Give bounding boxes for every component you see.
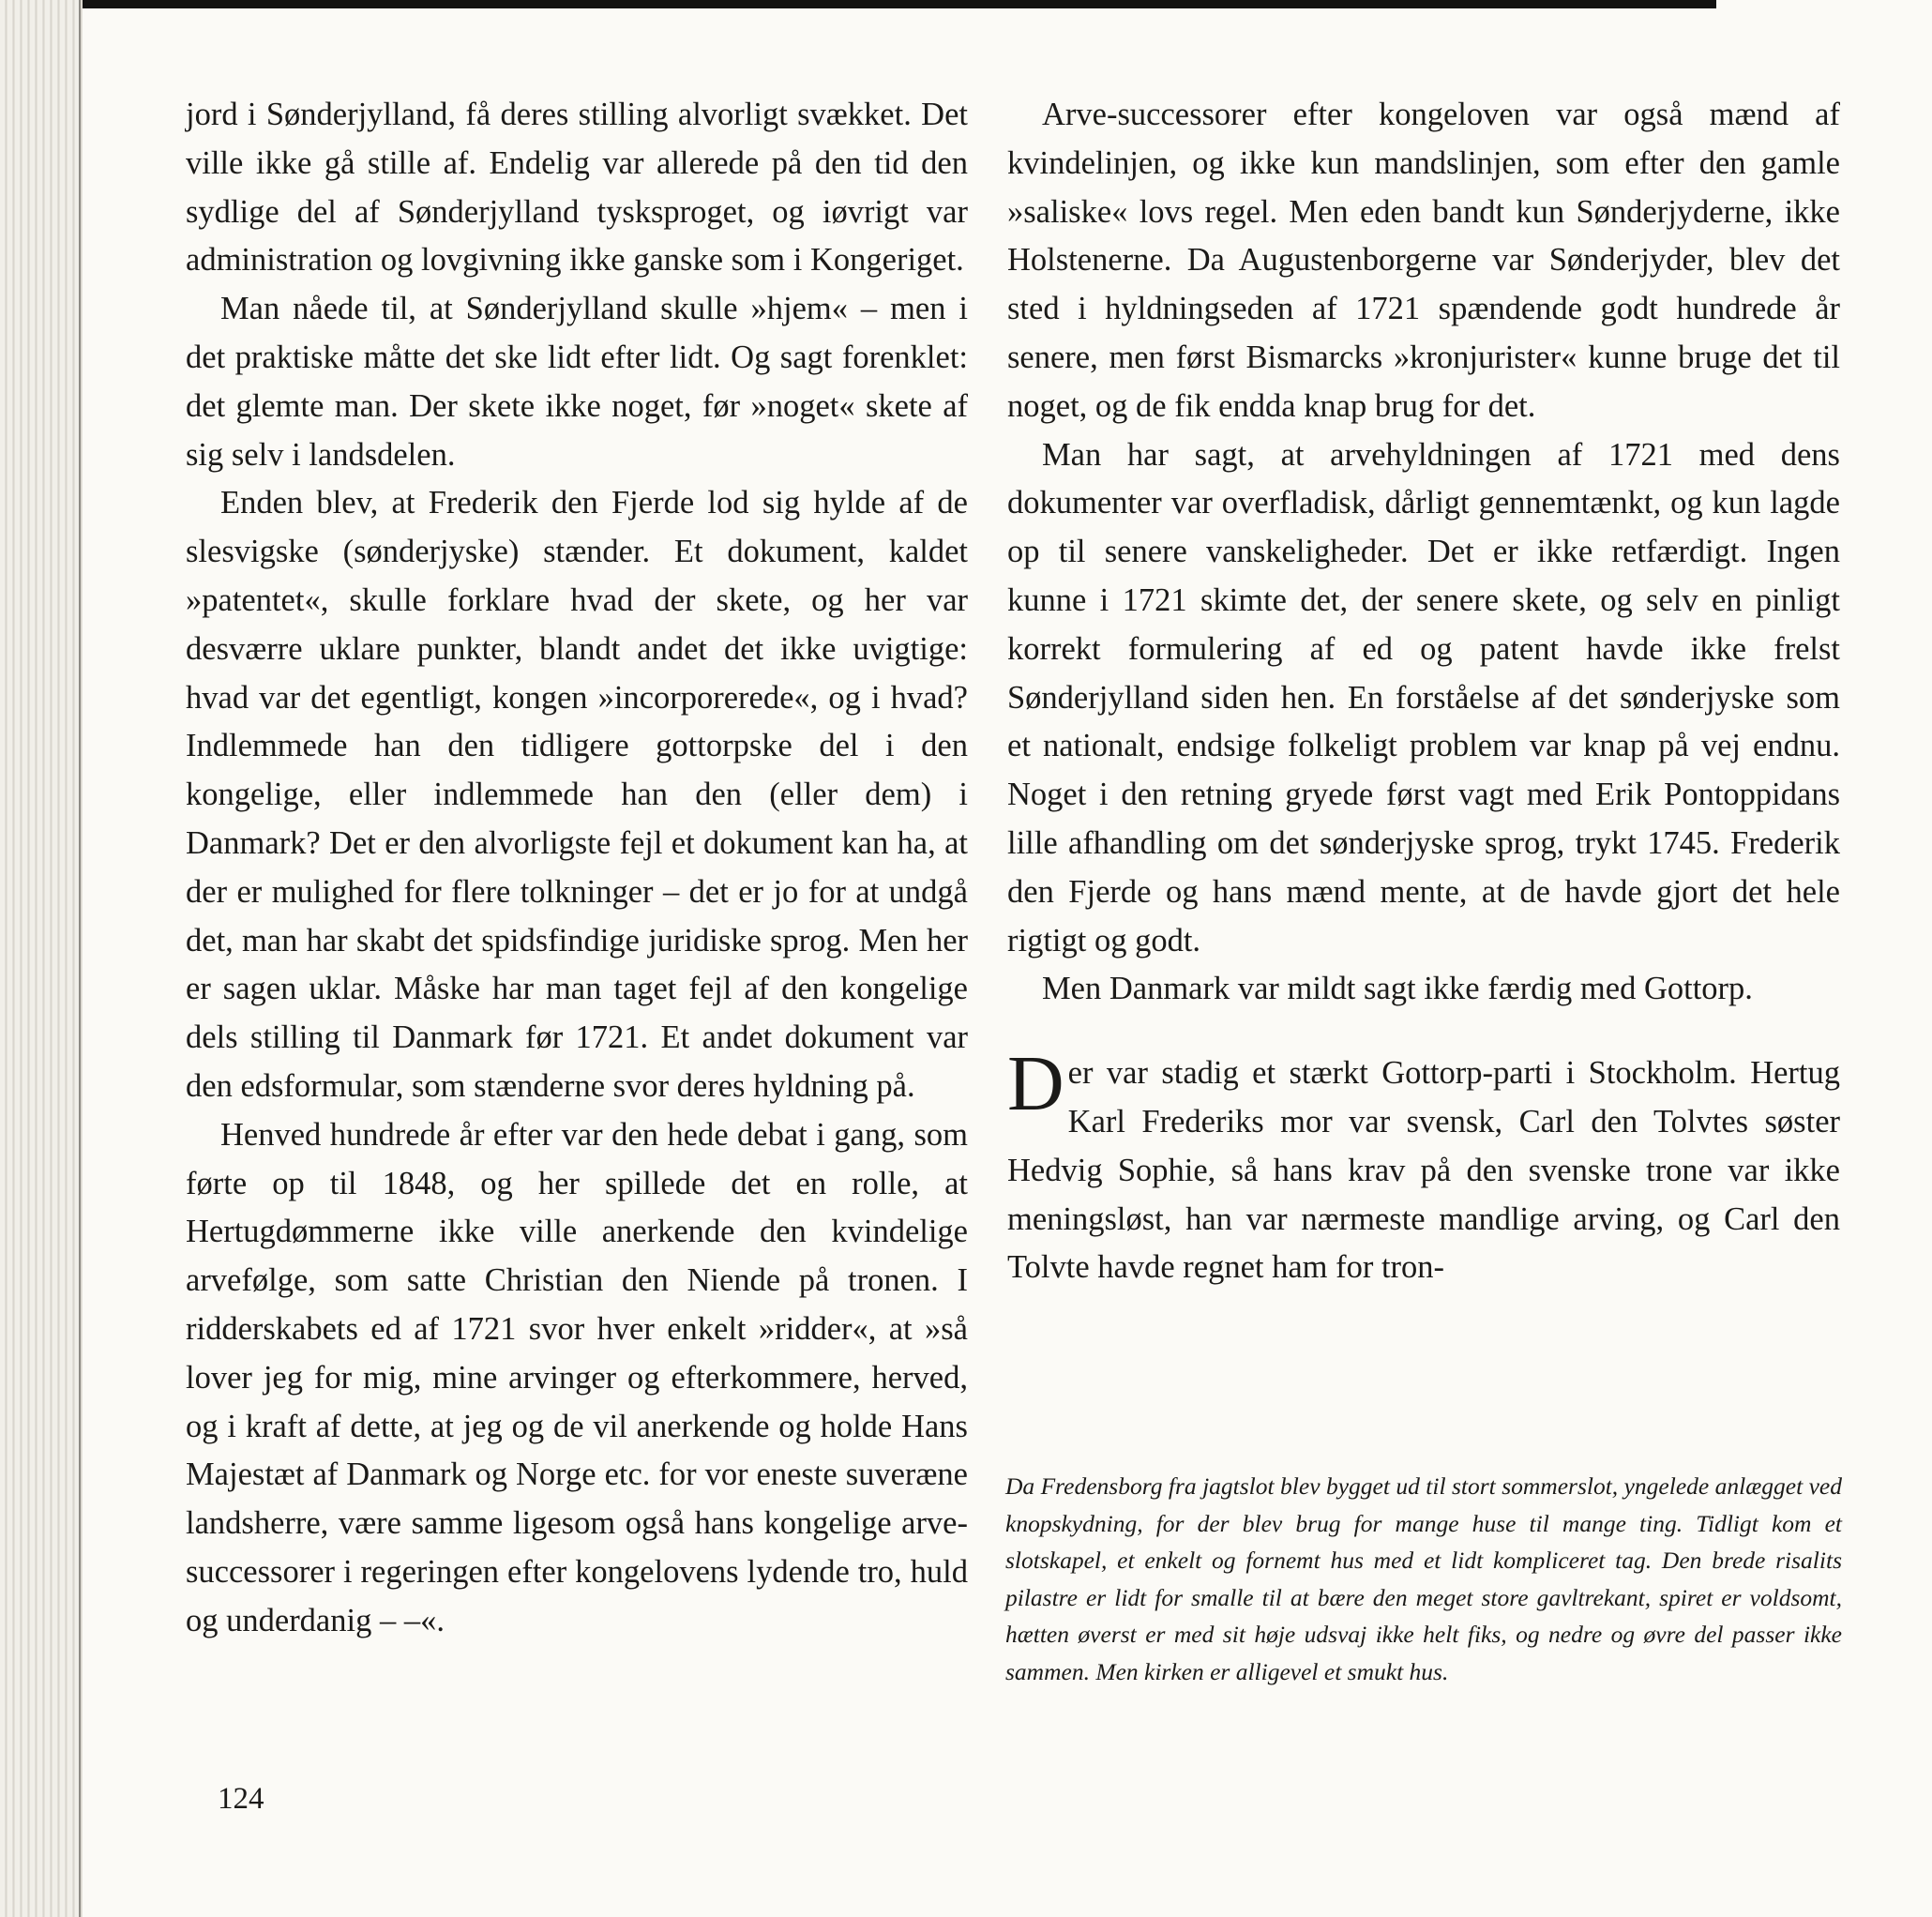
page-number: 124 [218,1782,264,1816]
book-gutter [0,0,83,1917]
gutter-edge-line [79,0,81,1917]
paragraph: Henved hundrede år efter var den hede debat i gang, som førte op til 1848, og her spillede det en rolle, at Hertugdømmerne ikke ville anerkende den kvindelige arvefølge, som satte Christian den Niende på tronen. I ridderskabets ed af 1721 svor hver enkelt »ridder«, at »så lover jeg for mig, mine arvinger og efterkommere, herved, og i kraft af dette, at jeg og de vil anerkende og holde Hans Majestæt af Danmark og Norge etc. for vor eneste suveræne landsherre, være samme ligesom også hans kongelige arve-successorer i regeringen efter kongelovens lydende tro, huld og underdanig – –«. [186,1116,968,1638]
right-text-column [1007,91,1840,1292]
page-top-edge [0,0,1716,8]
paragraph: Man nåede til, at Sønderjylland skulle »hjem« – men i det praktiske måtte det ske lidt efter lidt. Og sagt forenklet: det glemte man. Der skete ikke noget, før »noget« skete af sig selv i landsdelen. [186,291,968,473]
paragraph: Men Danmark var mildt sagt ikke færdig med Gottorp. [1042,971,1753,1007]
paragraph: Man har sagt, at arvehyldningen af 1721 med dens dokumenter var overfladisk, dårligt gennemtænkt, og kun lagde op til senere vanskeligheder. Det er ikke retfærdigt. Ingen kunne i 1721 skimte det, der senere skete, og selv en pinligt korrekt formulering af ed og patent havde ikke frelst Sønderjylland siden hen. En forståelse af det sønderjyske som et nationalt, endsige folkeligt problem var knap på vej endnu. Noget i den retning gryede først vagt med Erik Pontoppidans lille afhandling om det sønderjyske sprog, trykt 1745. Frederik den Fjerde og hans mænd mente, at de havde gjort det hele rigtigt og godt. [1007,436,1840,958]
paragraph: Enden blev, at Frederik den Fjerde lod sig hylde af de slesvigske (sønderjyske) stænder. Et dokument, kaldet »patentet«, skulle forklare hvad der skete, og her var desværre uklare punkter, blandt andet det ikke uvigtige: hvad var det egentligt, kongen »incorporerede«, og i hvad? Indlemmede han den tidligere gottorpske del i den kongelige, eller indlemmede han den (eller dem) i Danmark? Det er den alvorligste fejl et dokument kan ha, at der er mulighed for flere tolkninger – det er jo for at undgå det, man har skabt det spidsfindige juridiske sprog. Men her er sagen uklar. Måske har man taget fejl af den kongelige dels stilling til Danmark før 1721. Et andet dokument var den edsformular, som stænderne svor deres hyldning på. [186,485,968,1104]
left-text-column [186,91,968,1646]
paragraph: jord i Sønderjylland, få deres stilling alvorligt svækket. Det ville ikke gå stille af. Endelig var allerede på den tid den sydlige del af Sønderjylland tysksproget, og iøvrigt var administration og lovgivning ikke ganske som i Kongeriget. [186,97,968,279]
paragraph: Arve-successorer efter kongeloven var også mænd af kvindelinjen, og ikke kun mandslinjen, som efter den gamle »saliske« lovs regel. Men eden bandt kun Sønderjyderne, ikke Holstenerne. Da Augustenborgerne var Sønderjyder, blev det sted i hyldningseden af 1721 spændende godt hundrede år senere, men først Bismarcks »kronjurister« kunne bruge det til noget, og de fik endda knap brug for det. [1007,97,1840,424]
section-opening-paragraph [1007,1040,1840,1292]
section-break [1007,1014,1840,1049]
image-caption: Da Fredensborg fra jagtslot blev bygget ud til stort sommerslot, yngelede anlægget ved knopskydning, for der blev brug for mange huse til mange ting. Tidligt kom et slotskapel, et enkelt og fornemt hus med et lidt kompliceret tag. Den brede risalits pilastre er lidt for smalle til at bære den meget store gavltrekant, spiret er voldsomt, hætten øverst er med sit høje udsvaj ikke helt fiks, og nedre og øvre del passer ikke sammen. Men kirken er alligevel et smukt hus. [1005,1472,1842,1685]
section-text: er var stadig et stærkt Gottorp-parti i Stockholm. Hertug Karl Frederiks mor var svensk, Carl den Tolvtes søster Hedvig Sophie, så hans krav på den svenske trone var ikke meningsløst, han var nærmeste mandlige arving, og Carl den Tolvte havde regnet ham for tron- [1007,1055,1840,1286]
drop-cap: D [1007,1040,1064,1128]
